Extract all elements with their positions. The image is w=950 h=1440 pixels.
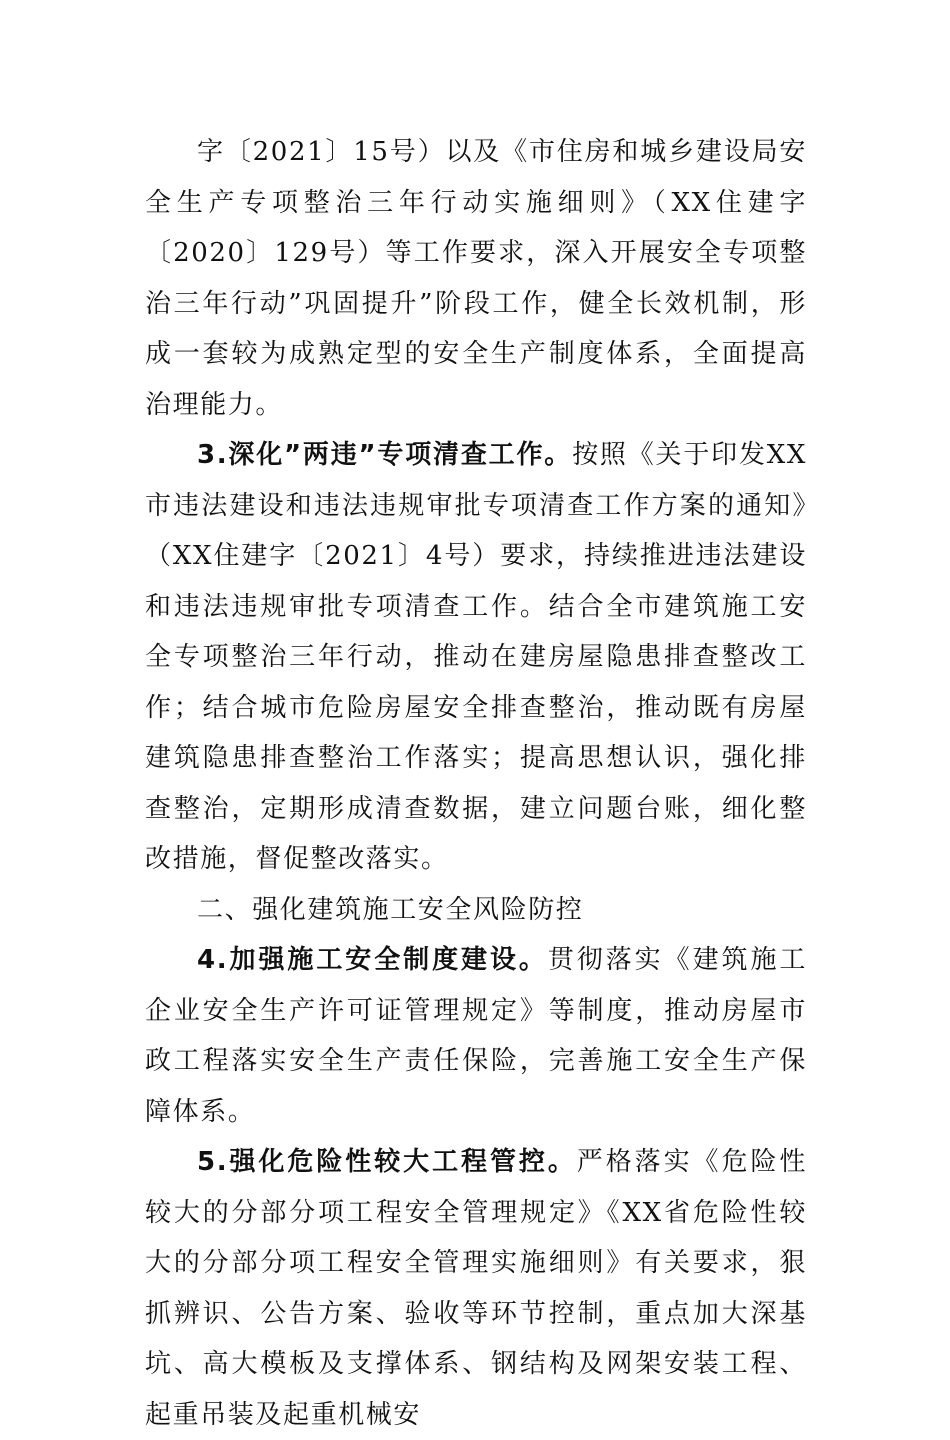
item-5-heading: 5.强化危险性较大工程管控。 [197, 1147, 577, 1177]
paragraph-continuation [145, 127, 807, 430]
item-4-heading: 4.加强施工安全制度建设。 [197, 945, 548, 975]
paragraph-item-3 [145, 430, 807, 885]
item-3-text: 按照《关于印发XX市违法建设和违法违规审批专项清查工作方案的通知》（XX住建字〔2021〕4号）要求，持续推进违法建设和违法违规审批专项清查工作。结合全市建筑施工安全专项整治三年行动，推动在建房屋隐患排查整改工作；结合城市危险房屋安全排查整治，推动既有房屋建筑隐患排查整治工作落实；提高思想认识，强化排查整治，定期形成清查数据，建立问题台账，细化整改措施，督促整改落实。 [145, 440, 807, 874]
item-3-heading: 3.深化”两违”专项清查工作。 [197, 440, 573, 470]
section-heading-2: 二、强化建筑施工安全风险防控 [197, 894, 584, 925]
item-5-text: 严格落实《危险性较大的分部分项工程安全管理规定》《XX省危险性较大的分部分项工程安全管理实施细则》有关要求，狠抓辨识、公告方案、验收等环节控制，重点加大深基坑、高大模板及支撑体系、钢结构及网架安装工程、起重吊装及起重机械安 [145, 1147, 807, 1430]
item-4-text: 贯彻落实《建筑施工企业安全生产许可证管理规定》等制度，推动房屋市政工程落实安全生产责任保险，完善施工安全生产保障体系。 [145, 945, 807, 1127]
paragraph-item-5 [145, 1137, 807, 1440]
paragraph-item-4 [145, 935, 807, 1137]
paragraph-text: 字〔2021〕15号）以及《市住房和城乡建设局安全生产专项整治三年行动实施细则》（XX住建字〔2020〕129号）等工作要求，深入开展安全专项整治三年行动”巩固提升”阶段工作，健全长效机制，形成一套较为成熟定型的安全生产制度体系，全面提高治理能力。 [145, 137, 807, 420]
document-page [145, 127, 807, 1440]
